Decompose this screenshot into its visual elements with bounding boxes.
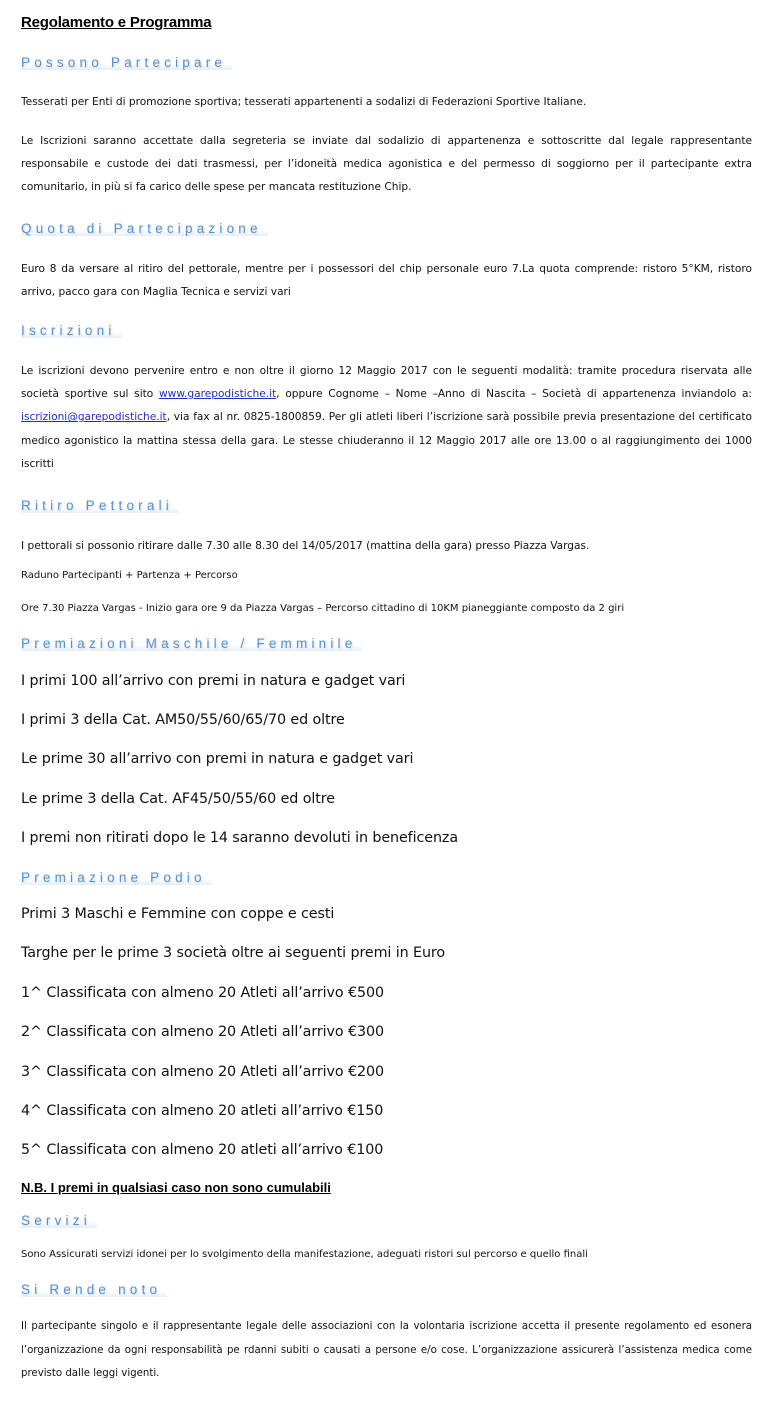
podio-item: 1^ Classificata con almeno 20 Atleti all’arrivo €500: [21, 985, 384, 1001]
heading-iscrizioni: Iscrizioni: [21, 323, 122, 338]
link-email-iscrizioni[interactable]: iscrizioni@garepodistiche.it: [21, 411, 167, 424]
paragraph-si-rende-noto: Il partecipante singolo e il rappresentante legale delle associazioni con la volontaria iscrizione accetta il presente regolamento ed esonera l’organizzazione da ogni responsabilità pe rdanni subiti o causati a persone e/o cose. L’organizzazione assicurerà l’assistenza medica come previsto dalle leggi vigenti.: [21, 1321, 752, 1379]
link-garepodistiche[interactable]: www.garepodistiche.it: [158, 388, 277, 401]
podio-item: 2^ Classificata con almeno 20 Atleti all’arrivo €300: [21, 1024, 384, 1040]
paragraph-iscrizioni: [21, 360, 752, 476]
iscrizioni-text-a: Le iscrizioni devono pervenire entro e non oltre il giorno 12 Maggio 2017 con le seguenti modalità: tramite procedura riservata alle società sportive sul sito: [21, 365, 752, 401]
heading-possono-partecipare: Possono Partecipare: [21, 55, 232, 70]
heading-si-rende-noto: Si Rende noto: [21, 1282, 167, 1297]
premio-item: Le prime 3 della Cat. AF45/50/55/60 ed oltre: [21, 791, 335, 807]
paragraph-ritiro: I pettorali si possonio ritirare dalle 7.30 alle 8.30 del 14/05/2017 (mattina della gara) presso Piazza Vargas.: [21, 540, 590, 552]
premio-item: I primi 3 della Cat. AM50/55/60/65/70 ed oltre: [21, 712, 345, 728]
iscrizioni-text-b: , oppure Cognome – Nome –Anno di Nascita – Società di appartenenza inviandolo a:: [276, 388, 753, 401]
page-title: Regolamento e Programma: [21, 14, 212, 31]
podio-item: 4^ Classificata con almeno 20 atleti all’arrivo €150: [21, 1103, 384, 1119]
premio-item: I premi non ritirati dopo le 14 saranno devoluti in beneficenza: [21, 830, 458, 846]
podio-item: Targhe per le prime 3 società oltre ai seguenti premi in Euro: [21, 945, 446, 961]
nota-bene: N.B. I premi in qualsiasi caso non sono cumulabili: [21, 1180, 331, 1195]
heading-premiazioni: Premiazioni Maschile / Femminile: [21, 636, 362, 651]
paragraph-iscrizioni-accettate: Le Iscrizioni saranno accettate dalla segreteria se inviate dal sodalizio di appartenenza e sottoscritte dal legale rappresentante responsabile e custode dei dati trasmessi, per l’idoneità medica agonistica e del permesso di soggiorno per il partecipante extra comunitario, in più si fa carico delle spese per mancata restituzione Chip.: [21, 135, 752, 194]
iscrizioni-text-c: , via fax al nr. 0825-1800859. Per gli atleti liberi l’iscrizione sarà possibile previa presentazione del certificato medico agonistico la mattina stessa della gara. Le stesse chiuderanno il 12 Maggio 2017 alle ore 13.00 o al raggiungimento dei 1000 iscritti: [21, 411, 752, 470]
paragraph-quota: Euro 8 da versare al ritiro del pettorale, mentre per i possessori del chip personale euro 7.La quota comprende: ristoro 5°KM, ristoro arrivo, pacco gara con Maglia Tecnica e servizi vari: [21, 263, 752, 299]
raduno-label: Raduno Partecipanti + Partenza + Percorso: [21, 570, 238, 581]
podio-item: Primi 3 Maschi e Femmine con coppe e cesti: [21, 906, 335, 922]
heading-premiazione-podio: Premiazione Podio: [21, 870, 212, 885]
podio-item: 3^ Classificata con almeno 20 Atleti all’arrivo €200: [21, 1064, 384, 1080]
podio-item: 5^ Classificata con almeno 20 atleti all’arrivo €100: [21, 1142, 384, 1158]
premio-item: Le prime 30 all’arrivo con premi in natura e gadget vari: [21, 751, 414, 767]
paragraph-partecipanti: Tesserati per Enti di promozione sportiva; tesserati appartenenti a sodalizi di Federazioni Sportive Italiane.: [21, 96, 587, 108]
heading-servizi: Servizi: [21, 1213, 97, 1228]
heading-ritiro-pettorali: Ritiro Pettorali: [21, 498, 179, 513]
premio-item: I primi 100 all’arrivo con premi in natura e gadget vari: [21, 673, 406, 689]
paragraph-servizi: Sono Assicurati servizi idonei per lo svolgimento della manifestazione, adeguati ristori sul percorso e quello finali: [21, 1249, 588, 1260]
orario-percorso: Ore 7.30 Piazza Vargas - Inizio gara ore 9 da Piazza Vargas – Percorso cittadino di 10KM pianeggiante composto da 2 giri: [21, 603, 625, 614]
heading-quota-partecipazione: Quota di Partecipazione: [21, 221, 268, 236]
